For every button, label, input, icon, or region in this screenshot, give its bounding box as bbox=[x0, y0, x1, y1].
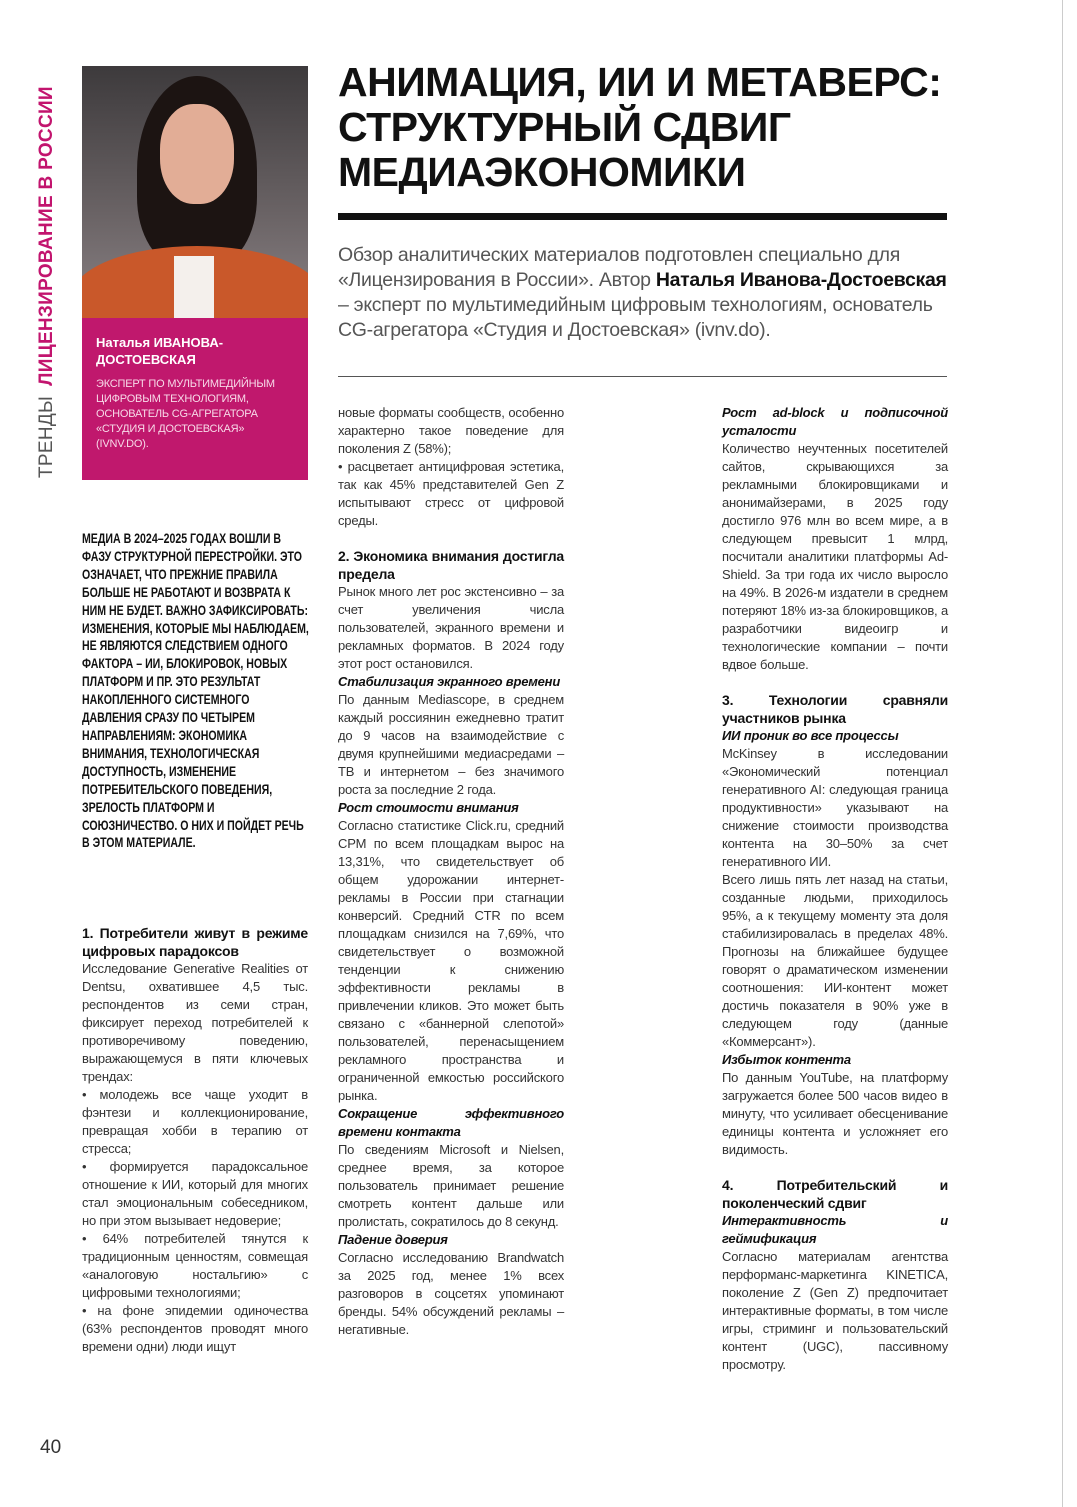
section-heading: 2. Экономика внимания достигла предела bbox=[338, 548, 564, 582]
author-card bbox=[82, 318, 308, 480]
body-paragraph: По данным Mediascope, в среднем каждый россиянин ежедневно тратит до 9 часов на взаимодействие с двумя крупнейшими медиасредами – ТВ и интернетом – без значимого роста за последние 2 года. bbox=[338, 692, 564, 797]
body-paragraph: • 64% потребителей тянутся к традиционным ценностям, совмещая «аналоговую ностальгию» с цифровыми технологиями; bbox=[82, 1231, 308, 1300]
body-paragraph: McKinsey в исследовании «Экономический потенциал генеративного AI: следующая граница продуктивности» указывают на снижение стоимости производства контента на 30–50% за счет генеративного ИИ. bbox=[722, 746, 948, 869]
title-divider bbox=[338, 213, 947, 220]
body-paragraph: • расцветает антицифровая эстетика, так как 45% представителей Gen Z испытывают стресс от цифровой среды. bbox=[338, 459, 564, 528]
author-name: Наталья ИВАНОВА- ДОСТОЕВСКАЯ bbox=[96, 335, 224, 367]
body-paragraph: Количество неучтенных посетителей сайтов, скрывающихся за рекламными блокировщиками и анонимайзерами, в 2025 году достигло 976 млн во всем мире, а в следующем превысит 1 млрд, посчитали аналитики платформы Ad-Shield. За три года их число выросло на 49%. В 2026-м издатели в среднем потеряют 18% из-за блокировщиков, а разработчики видеоигр и технологические компании – почти вдвое больше. bbox=[722, 441, 948, 672]
body-paragraph: Рынок много лет рос экстенсивно – за счет увеличения числа пользователей, экранного времени и рекламных форматов. В 2024 году этот рост остановился. bbox=[338, 584, 564, 671]
subheading: Рост стоимости внимания bbox=[338, 800, 519, 815]
article-subtitle: Обзор аналитических материалов подготовлен специально для «Лицензирования в России». Автор Наталья Иванова-Достоевская – эксперт по мультимедийным цифровым технологиям, основатель CG-агрегатора «Студия и Достоевская» (ivnv.do). bbox=[338, 244, 947, 341]
page-edge bbox=[1062, 0, 1063, 1507]
section-heading: 1. Потребители живут в режиме цифровых парадоксов bbox=[82, 925, 308, 959]
body-paragraph: Согласно статистике Click.ru, средний CPM по всем площадкам вырос на 13,31%, что свидетельствует об общем удорожании интернет-рекламы в России при стагнации конверсий. Средний CTR по всем площадкам снизился на 7,69%, что свидетельствует о возможной тенденции к снижению эффективности рекламы в привлечении кликов. Это может быть связано с «баннерной слепотой» пользователей, перенасыщением рекламного пространства и ограниченной емкостью российского рынка. bbox=[338, 818, 564, 1103]
body-paragraph: новые форматы сообществ, особенно характерно такое поведение для поколения Z (58%); bbox=[338, 405, 564, 456]
section-trends: ТРЕНДЫ bbox=[36, 395, 57, 478]
subheading: Падение доверия bbox=[338, 1232, 448, 1247]
section-heading: 3. Технологии сравняли участников рынка bbox=[722, 692, 948, 726]
body-paragraph: Всего лишь пять лет назад на статьи, созданные людьми, приходилось 95%, а к текущему моменту эта доля стабилизировалась в пределах 48%. Прогнозы на ближайшее будущее говорят о драматическом изменении соотношения: ИИ-контент может достичь показателя в 90% уже в следующем году (данные «Коммерсант»). bbox=[722, 872, 948, 1049]
body-paragraph: Согласно материалам агентства перформанс-маркетинга KINETICA, поколение Z (Gen Z) предпочитает интерактивные форматы, в том числе игры, стриминг и пользовательский контент (UGC), пассивному просмотру. bbox=[722, 1249, 948, 1372]
page-number: 40 bbox=[40, 1437, 62, 1458]
lead-paragraph: МЕДИА В 2024–2025 ГОДАХ ВОШЛИ В ФАЗУ СТРУКТУРНОЙ ПЕРЕСТРОЙКИ. ЭТО ОЗНАЧАЕТ, ЧТО ПРЕЖНИЕ ПРАВИЛА БОЛЬШЕ НЕ РАБОТАЮТ И ВОЗВРАТА К НИМ НЕ БУДЕТ. ВАЖНО ЗАФИКСИРОВАТЬ: ИЗМЕНЕНИЯ, КОТОРЫЕ МЫ НАБЛЮДАЕМ, НЕ ЯВЛЯЮТСЯ СЛЕДСТВИЕМ ОДНОГО ФАКТОРА – ИИ, БЛОКИРОВОК, НОВЫХ ПЛАТФОРМ И ПР. ЭТО РЕЗУЛЬТАТ НАКОПЛЕННОГО СИСТЕМНОГО ДАВЛЕНИЯ СРАЗУ ПО ЧЕТЫРЕМ НАПРАВЛЕНИЯМ: ЭКОНОМИКА ВНИМАНИЯ, ТЕХНОЛОГИЧЕСКАЯ ДОСТУПНОСТЬ, ИЗМЕНЕНИЕ ПОТРЕБИТЕЛЬСКОГО ПОВЕДЕНИЯ, ЗРЕЛОСТЬ ПЛАТФОРМ И СОЮЗНИЧЕСТВО. О НИХ И ПОЙДЕТ РЕЧЬ В ЭТОМ МАТЕРИАЛЕ. bbox=[82, 531, 309, 851]
body-paragraph: По сведениям Microsoft и Nielsen, среднее время, за которое пользователь принимает решение смотреть контент дальше или пролистать, сократилось до 8 секунд. bbox=[338, 1142, 564, 1229]
subheading: Избыток контента bbox=[722, 1052, 851, 1067]
subheading: Стабилизация экранного времени bbox=[338, 674, 561, 689]
subheading: Интерактивность и геймификация bbox=[722, 1213, 948, 1246]
subtitle-divider bbox=[338, 376, 947, 377]
author-description: ЭКСПЕРТ ПО МУЛЬТИМЕДИЙНЫМ ЦИФРОВЫМ ТЕХНОЛОГИЯМ, ОСНОВАТЕЛЬ CG-АГРЕГАТОРА «СТУДИЯ И ДОСТОЕВСКАЯ» (IVNV.DO). bbox=[96, 378, 275, 450]
section-heading: 4. Потребительский и поколенческий сдвиг bbox=[722, 1177, 948, 1211]
section-magazine-title: ЛИЦЕНЗИРОВАНИЕ В РОССИИ bbox=[36, 86, 57, 386]
body-paragraph: • формируется парадоксальное отношение к ИИ, который для многих стал эмоциональным собеседником, но при этом вызывает недоверие; bbox=[82, 1159, 308, 1228]
section-label bbox=[36, 86, 58, 478]
body-paragraph: • на фоне эпидемии одиночества (63% респондентов проводят много времени одни) люди ищут bbox=[82, 1303, 308, 1354]
body-paragraph: Согласно исследованию Brandwatch за 2025 год, менее 1% всех разговоров в соцсетях упоминают бренды. 54% обсуждений рекламы – негативные. bbox=[338, 1250, 564, 1337]
body-paragraph: По данным YouTube, на платформу загружается более 500 часов видео в минуту, что усиливает обесценивание единицы контента и усложняет его видимость. bbox=[722, 1070, 948, 1157]
body-paragraph: • молодежь все чаще уходит в фэнтези и коллекционирование, превращая хобби в терапию от стресса; bbox=[82, 1087, 308, 1156]
article-title: АНИМАЦИЯ, ИИ И МЕТАВЕРС: СТРУКТУРНЫЙ СДВИГ МЕДИАЭКОНОМИКИ bbox=[338, 59, 942, 195]
subheading: ИИ проник во все процессы bbox=[722, 728, 899, 743]
subheading: Рост ad-block и подписочной усталости bbox=[722, 405, 948, 438]
body-paragraph: Исследование Generative Realities от Dentsu, охватившее 4,5 тыс. респондентов из семи стран, фиксирует переход потребителей к противоречивому поведению, выражающемуся в пяти ключевых трендах: bbox=[82, 961, 308, 1084]
column-3 bbox=[722, 404, 948, 1374]
subheading: Сокращение эффективного времени контакта bbox=[338, 1106, 564, 1139]
column-1 bbox=[82, 925, 308, 1356]
column-2 bbox=[338, 404, 564, 1339]
author-photo bbox=[82, 66, 308, 318]
